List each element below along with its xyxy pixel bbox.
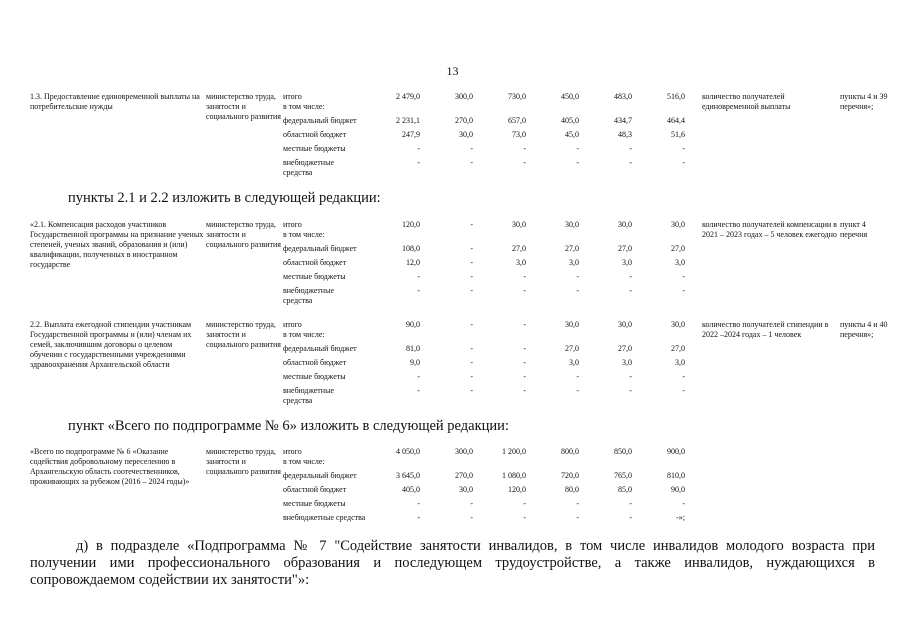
value-cell: 30,0 [512,220,526,229]
value-cell: 120,0 [402,220,420,229]
source-label: областной бюджет [283,358,347,367]
value-cell: - [576,144,579,153]
table-block-2-1 [30,220,890,308]
value-cell: 516,0 [667,92,685,101]
value-cell: - [523,286,526,295]
value-cell: 108,0 [402,244,420,253]
value-cell: - [576,158,579,167]
value-cell: 30,0 [565,320,579,329]
table-row-federal [30,344,890,358]
indicator-text: количество получателей компенсации в 2021 – 2023 годах – 5 человек ежегодно [702,220,837,239]
value-cell: - [629,513,632,522]
value-cell: -»; [676,513,685,522]
value-cell: 434,7 [614,116,632,125]
value-cell: 1 200,0 [502,447,526,456]
value-cell: 3,0 [675,258,685,267]
value-cell: - [417,499,420,508]
value-cell: 30,0 [565,220,579,229]
value-cell: - [523,272,526,281]
table-block-total-subprogram-6 [30,447,890,527]
value-cell: 270,0 [455,116,473,125]
measure-name: 2.2. Выплата ежегодной стипендии участникам Государственной программы и (или) членам их семей, заключившим договоры о целевом обучении с государственными учреждениями здравоохранения Архангельской области [30,320,192,369]
value-cell: - [629,499,632,508]
value-cell: - [523,499,526,508]
value-cell: 300,0 [455,92,473,101]
table-row-extra [30,386,890,408]
source-label: итого в том числе: [283,447,325,466]
value-cell: 247,9 [402,130,420,139]
value-cell: 45,0 [565,130,579,139]
source-label: федеральный бюджет [283,116,357,125]
responsible-executor: министерство труда, занятости и социального развития [206,92,281,121]
value-cell: 3,0 [675,358,685,367]
value-cell: - [470,344,473,353]
value-cell: 27,0 [618,244,632,253]
table-row-local [30,499,890,513]
value-cell: 27,0 [565,244,579,253]
value-cell: - [417,158,420,167]
value-cell: 464,4 [667,116,685,125]
value-cell: - [470,386,473,395]
value-cell: 80,0 [565,485,579,494]
source-label: местные бюджеты [283,144,346,153]
value-cell: - [523,372,526,381]
value-cell: 483,0 [614,92,632,101]
source-label: федеральный бюджет [283,244,357,253]
value-cell: 657,0 [508,116,526,125]
table-block-1-3 [30,92,890,180]
source-label: внебюджетные средства [283,513,366,522]
value-cell: 3,0 [569,358,579,367]
value-cell: - [682,286,685,295]
source-label: федеральный бюджет [283,344,357,353]
value-cell: 730,0 [508,92,526,101]
value-cell: 30,0 [459,485,473,494]
value-cell: - [576,513,579,522]
value-cell: - [470,144,473,153]
value-cell: 850,0 [614,447,632,456]
source-label: внебюджетные средства [283,386,334,405]
value-cell: - [682,499,685,508]
value-cell: - [629,272,632,281]
value-cell: 30,0 [671,320,685,329]
value-cell: 450,0 [561,92,579,101]
responsible-executor: министерство труда, занятости и социального развития [206,220,281,249]
value-cell: 1 080,0 [502,471,526,480]
value-cell: 2 231,1 [396,116,420,125]
value-cell: 4 050,0 [396,447,420,456]
body-paragraph: д) в подразделе «Подпрограмма № 7 "Содействие занятости инвалидов, в том числе инвалидов молодого возраста при получении ими профессионального образования и последующем трудоустройстве, а также инвалидов, нуждающихся в сопровождаемом содействии их занятости"»: [30,538,875,588]
value-cell: - [576,499,579,508]
value-cell: 405,0 [561,116,579,125]
value-cell: - [576,372,579,381]
value-cell: - [417,144,420,153]
measure-name: «Всего по подпрограмме № 6 «Оказание содействия добровольному переселению в Архангельскую область соотечественников, проживающих за рубежом (2016 – 2024 годы)» [30,447,190,486]
value-cell: 405,0 [402,485,420,494]
table-row-total [30,92,890,116]
table-row-total [30,447,890,471]
table-row-extra [30,158,890,180]
value-cell: - [576,386,579,395]
value-cell: - [523,144,526,153]
value-cell: 765,0 [614,471,632,480]
responsible-executor: министерство труда, занятости и социального развития [206,320,281,349]
value-cell: - [629,158,632,167]
value-cell: 800,0 [561,447,579,456]
table-row-extra [30,286,890,308]
value-cell: - [682,372,685,381]
source-label: местные бюджеты [283,372,346,381]
value-cell: 3 645,0 [396,471,420,480]
value-cell: - [417,286,420,295]
source-label: федеральный бюджет [283,471,357,480]
measure-name: 1.3. Предоставление единовременной выплаты на потребительские нужды [30,92,200,111]
value-cell: 30,0 [459,130,473,139]
value-cell: 30,0 [671,220,685,229]
value-cell: - [417,272,420,281]
table-row-total [30,320,890,344]
source-label: внебюджетные средства [283,286,334,305]
value-cell: 900,0 [667,447,685,456]
value-cell: - [682,158,685,167]
value-cell: 720,0 [561,471,579,480]
value-cell: - [682,144,685,153]
value-cell: - [682,386,685,395]
value-cell: - [470,258,473,267]
source-label: областной бюджет [283,130,347,139]
value-cell: - [629,286,632,295]
value-cell: 27,0 [512,244,526,253]
value-cell: 73,0 [512,130,526,139]
value-cell: 12,0 [406,258,420,267]
value-cell: - [470,272,473,281]
value-cell: 27,0 [671,344,685,353]
value-cell: 48,3 [618,130,632,139]
table-row-federal [30,471,890,485]
value-cell: - [470,499,473,508]
source-label: итого в том числе: [283,320,325,339]
source-label: итого в том числе: [283,92,325,111]
value-cell: - [470,286,473,295]
table-row-regional [30,258,890,272]
value-cell: 9,0 [410,358,420,367]
value-cell: 3,0 [622,358,632,367]
source-label: областной бюджет [283,485,347,494]
value-cell: - [470,513,473,522]
points-reference: пункт 4 перечня [840,220,868,239]
value-cell: 90,0 [671,485,685,494]
value-cell: 90,0 [406,320,420,329]
section-heading: пункт «Всего по подпрограмме № 6» изложить в следующей редакции: [68,418,509,434]
value-cell: - [470,320,473,329]
value-cell: - [470,220,473,229]
value-cell: - [523,320,526,329]
value-cell: - [523,158,526,167]
value-cell: 30,0 [618,220,632,229]
table-row-regional [30,130,890,144]
value-cell: - [576,286,579,295]
value-cell: 3,0 [569,258,579,267]
table-row-federal [30,116,890,130]
value-cell: 27,0 [671,244,685,253]
value-cell: - [523,513,526,522]
value-cell: - [417,372,420,381]
value-cell: - [417,513,420,522]
section-heading: пункты 2.1 и 2.2 изложить в следующей редакции: [68,190,381,206]
value-cell: 810,0 [667,471,685,480]
value-cell: 300,0 [455,447,473,456]
table-row-total [30,220,890,244]
value-cell: - [629,372,632,381]
source-label: итого в том числе: [283,220,325,239]
table-block-2-2 [30,320,890,408]
table-row-regional [30,485,890,499]
value-cell: - [470,158,473,167]
value-cell: - [576,272,579,281]
value-cell: 3,0 [516,258,526,267]
points-reference: пункты 4 и 39 перечня»; [840,92,888,111]
source-label: внебюджетные средства [283,158,334,177]
points-reference: пункты 4 и 40 перечня»; [840,320,888,339]
table-row-local [30,372,890,386]
indicator-text: количество получателей единовременной выплаты [702,92,791,111]
table-row-local [30,272,890,286]
value-cell: 30,0 [618,320,632,329]
value-cell: 81,0 [406,344,420,353]
value-cell: 270,0 [455,471,473,480]
value-cell: - [470,358,473,367]
value-cell: - [629,144,632,153]
value-cell: 120,0 [508,485,526,494]
indicator-text: количество получателей стипендии в 2022 –2024 годах – 1 человек [702,320,829,339]
value-cell: 51,6 [671,130,685,139]
table-row-regional [30,358,890,372]
value-cell: 27,0 [618,344,632,353]
value-cell: - [470,372,473,381]
table-row-local [30,144,890,158]
value-cell: - [523,386,526,395]
value-cell: - [629,386,632,395]
page-number: 13 [446,64,459,78]
value-cell: - [470,244,473,253]
value-cell: 27,0 [565,344,579,353]
value-cell: - [417,386,420,395]
value-cell: 3,0 [622,258,632,267]
source-label: местные бюджеты [283,272,346,281]
value-cell: - [682,272,685,281]
source-label: областной бюджет [283,258,347,267]
table-row-federal [30,244,890,258]
value-cell: - [523,358,526,367]
value-cell: 85,0 [618,485,632,494]
responsible-executor: министерство труда, занятости и социального развития [206,447,281,476]
measure-name: «2.1. Компенсация расходов участников Государственной программы на признание ученых степеней, ученых званий, образования и (или) квалификации, полученных в иностранном государстве [30,220,204,269]
value-cell: - [523,344,526,353]
source-label: местные бюджеты [283,499,346,508]
table-row-extra [30,513,890,527]
value-cell: 2 479,0 [396,92,420,101]
